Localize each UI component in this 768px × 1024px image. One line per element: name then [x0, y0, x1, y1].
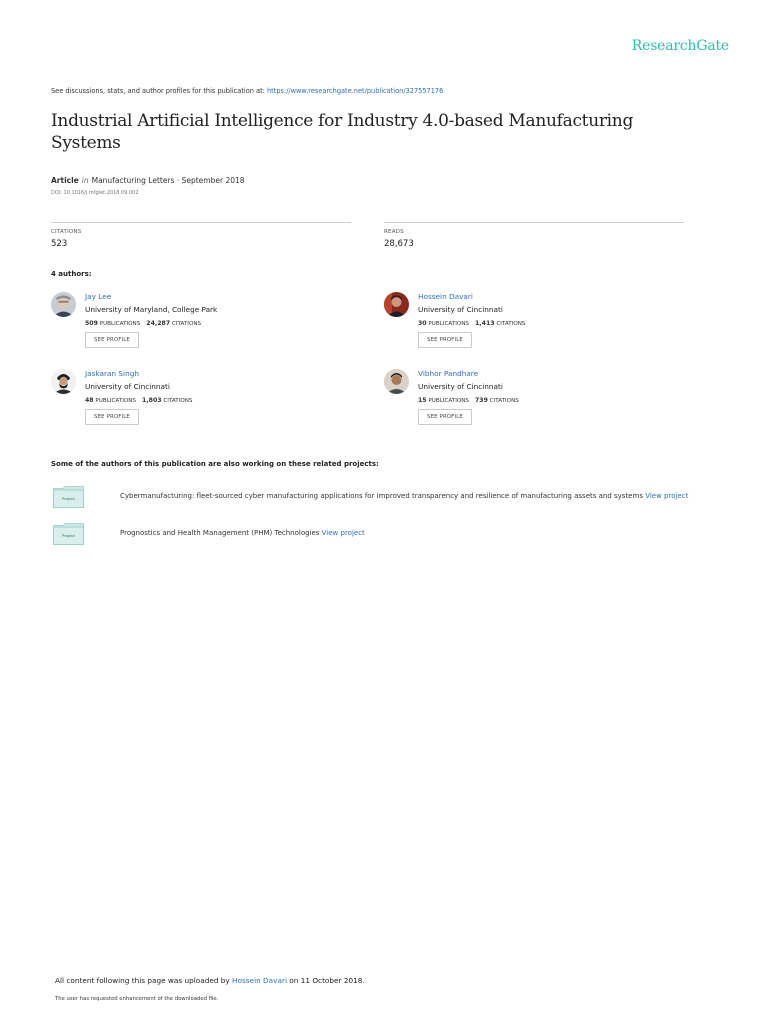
- publications-label: PUBLICATIONS: [428, 321, 469, 327]
- author-name-link[interactable]: Vibhor Pandhare: [418, 369, 479, 378]
- author-name-link[interactable]: Hossein Davari: [418, 292, 473, 301]
- author-card: [384, 369, 704, 439]
- project-text: [120, 492, 688, 500]
- author-affiliation: University of Cincinnati: [85, 382, 170, 391]
- discussion-prefix: See discussions, stats, and author profiles for this publication at:: [51, 87, 267, 95]
- publication-title: Industrial Artificial Intelligence for Industry 4.0-based Manufacturing Systems: [51, 111, 634, 153]
- publications-count: 509: [85, 320, 98, 327]
- project-folder-icon[interactable]: [53, 523, 84, 545]
- publications-count: 15: [418, 397, 427, 404]
- citations-count: 1,413: [474, 320, 495, 327]
- see-profile-button[interactable]: SEE PROFILE: [85, 409, 139, 425]
- view-project-link[interactable]: View project: [321, 529, 365, 537]
- citations-label: CITATIONS: [51, 229, 82, 235]
- authors-heading: 4 authors:: [51, 270, 92, 278]
- project-item: [51, 523, 731, 547]
- author-stats: [85, 397, 192, 404]
- author-card: [51, 369, 371, 439]
- see-profile-button[interactable]: SEE PROFILE: [418, 409, 472, 425]
- citations-label: CITATIONS: [489, 398, 519, 404]
- citations-count: 1,803: [141, 397, 162, 404]
- author-affiliation: University of Cincinnati: [418, 382, 503, 391]
- journal-date: Manufacturing Letters · September 2018: [91, 176, 245, 185]
- author-card: [51, 292, 371, 362]
- project-folder-icon[interactable]: [53, 486, 84, 508]
- publications-label: PUBLICATIONS: [428, 398, 469, 404]
- avatar[interactable]: [51, 292, 76, 317]
- author-stats: [418, 397, 519, 404]
- author-stats: [85, 320, 201, 327]
- researchgate-logo[interactable]: ResearchGate: [631, 38, 729, 54]
- project-title: Prognostics and Health Management (PHM) Technologies: [120, 529, 322, 537]
- project-text: [120, 529, 365, 537]
- avatar[interactable]: [384, 369, 409, 394]
- author-card: [384, 292, 704, 362]
- citations-label: CITATIONS: [496, 321, 526, 327]
- citations-count: 523: [51, 239, 68, 249]
- upload-note: [55, 976, 365, 985]
- discussion-line: [51, 87, 711, 95]
- citations-count: 739: [474, 397, 488, 404]
- citations-divider: [51, 222, 351, 223]
- publications-label: PUBLICATIONS: [95, 398, 136, 404]
- publication-meta: [51, 176, 245, 185]
- author-affiliation: University of Maryland, College Park: [85, 305, 218, 314]
- reads-divider: [384, 222, 684, 223]
- see-profile-button[interactable]: SEE PROFILE: [85, 332, 139, 348]
- upload-prefix: All content following this page was uploaded by: [55, 976, 233, 985]
- citations-label: CITATIONS: [171, 321, 202, 327]
- avatar[interactable]: [51, 369, 76, 394]
- projects-heading: Some of the authors of this publication are also working on these related projects:: [51, 460, 379, 468]
- avatar[interactable]: [384, 292, 409, 317]
- citations-count: 24,287: [146, 320, 171, 327]
- author-name-link[interactable]: Jay Lee: [85, 292, 112, 301]
- project-icon-label: Project: [62, 533, 75, 538]
- project-icon-label: Project: [62, 496, 75, 501]
- in-word: in: [81, 176, 89, 185]
- project-title: Cybermanufacturing: fleet-sourced cyber manufacturing applications for improved transparency and resilience of manufacturing assets and systems: [120, 492, 646, 500]
- project-item: [51, 486, 731, 510]
- publications-count: 48: [85, 397, 94, 404]
- author-affiliation: University of Cincinnati: [418, 305, 503, 314]
- citations-label: CITATIONS: [163, 398, 193, 404]
- upload-suffix: on 11 October 2018.: [286, 976, 365, 985]
- publication-url-link[interactable]: https://www.researchgate.net/publication/327557176: [267, 87, 444, 95]
- doi: DOI: 10.1016/j.mfglet.2018.09.002: [51, 190, 139, 196]
- uploader-link[interactable]: Hossein Davari: [232, 976, 287, 985]
- enhancement-note: The user has requested enhancement of the downloaded file.: [55, 996, 219, 1002]
- publications-count: 30: [418, 320, 427, 327]
- see-profile-button[interactable]: SEE PROFILE: [418, 332, 472, 348]
- author-stats: [418, 320, 525, 327]
- reads-label: READS: [384, 229, 404, 235]
- publication-type: Article: [51, 176, 79, 185]
- reads-count: 28,673: [384, 239, 414, 249]
- view-project-link[interactable]: View project: [645, 492, 689, 500]
- publications-label: PUBLICATIONS: [99, 321, 141, 327]
- author-name-link[interactable]: Jaskaran Singh: [85, 369, 139, 378]
